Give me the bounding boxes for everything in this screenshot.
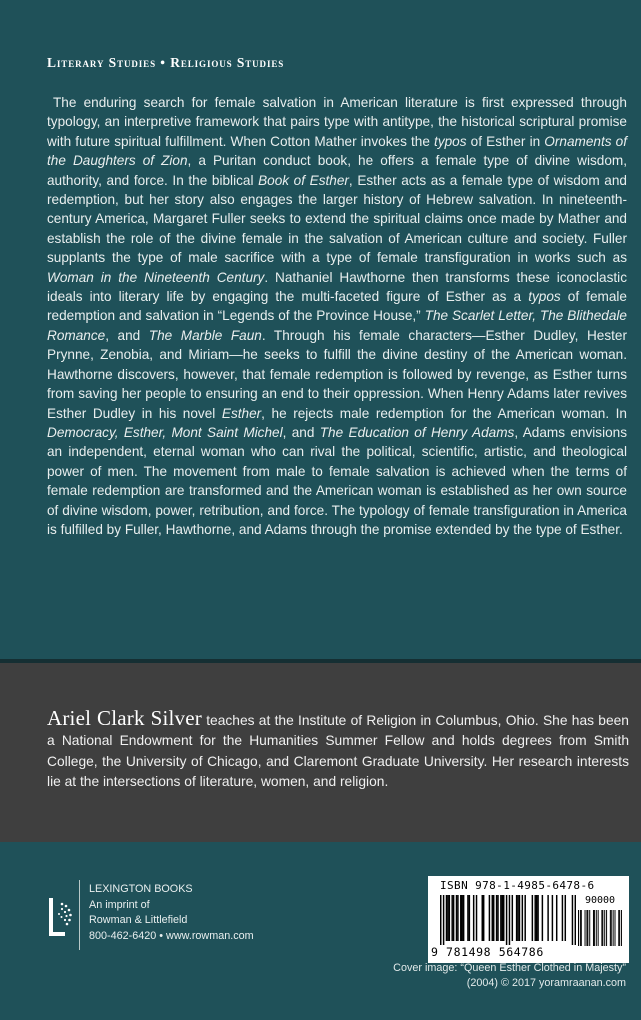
barcode-bar bbox=[503, 895, 504, 941]
barcode-bar bbox=[601, 910, 602, 946]
barcode-bar bbox=[594, 910, 595, 946]
category-secondary: Religious Studies bbox=[170, 55, 285, 70]
barcode-bar bbox=[516, 895, 517, 941]
blurb-text: . Through his female characters—Esther Dudley, Hester Prynne, Zenobia, and Miriam—he seeks to fulfill the divine destiny of the American woman. Hawthorne discovers, however, that female redemption is followed by revenge, as Esther turns from saving her people to ensuring an end to their oppression. When Henry Adams later revives Esther Dudley in his novel bbox=[47, 327, 627, 421]
barcode-bar bbox=[578, 910, 579, 946]
blurb-text: , and bbox=[105, 327, 149, 343]
blurb-italic-title: Woman in the Nineteenth Century bbox=[47, 269, 265, 285]
barcode-bar bbox=[482, 895, 483, 941]
barcode-bar bbox=[522, 895, 523, 941]
barcode-bar bbox=[556, 895, 557, 941]
barcode-bar bbox=[447, 895, 448, 941]
barcode-bar bbox=[497, 895, 498, 941]
blurb-text: , and bbox=[282, 424, 320, 440]
barcode-bar bbox=[562, 895, 563, 941]
barcode-bar bbox=[469, 895, 470, 941]
barcode-bar bbox=[473, 895, 474, 941]
barcode-bar bbox=[500, 895, 501, 941]
barcode-bar bbox=[460, 895, 461, 941]
barcode-bar bbox=[440, 895, 441, 945]
blurb-italic-title: Ornaments of the Daughters of Zion bbox=[47, 133, 628, 169]
blurb-italic-title: The Education of Henry Adams bbox=[319, 424, 515, 440]
blurb-text: The enduring search for female salvation in American literature is first expressed through typology, an interpretive framework that pairs type with antitype, the historical scriptural promise with future spiritual fulfillment. When Cotton Mather invokes the bbox=[47, 95, 627, 149]
barcode-bar bbox=[492, 895, 493, 941]
ean-digits: 9 781498 564786 bbox=[431, 945, 544, 959]
publisher-divider bbox=[79, 880, 80, 950]
barcode-bar bbox=[581, 910, 582, 946]
cover-credit-line1: Cover image: “Queen Esther Clothed in Majesty” bbox=[393, 962, 626, 974]
barcode-bar bbox=[524, 895, 525, 941]
barcode-bar bbox=[596, 910, 597, 946]
barcode-bar bbox=[586, 910, 587, 946]
barcode-bar bbox=[456, 895, 457, 941]
barcode-bar bbox=[602, 910, 603, 946]
barcode-bar bbox=[443, 895, 444, 945]
author-name: Ariel Clark Silver bbox=[47, 706, 202, 730]
publisher-info bbox=[89, 882, 254, 944]
lexington-logo-icon bbox=[47, 890, 73, 944]
barcode-bar bbox=[457, 895, 458, 941]
barcode-bar bbox=[509, 895, 510, 945]
barcode-bar bbox=[451, 895, 452, 941]
barcode-bar bbox=[449, 895, 450, 941]
cover-credit-line2: (2004) © 2017 yoramraanan.com bbox=[466, 977, 626, 989]
publisher-phone: 800-462-6420 bbox=[89, 929, 157, 942]
blurb-italic-title: Book of Esther bbox=[258, 172, 349, 188]
barcode-bar bbox=[552, 895, 553, 941]
blurb-italic-title: Esther bbox=[221, 405, 262, 421]
barcode-bar bbox=[496, 895, 497, 941]
barcode-bar bbox=[611, 910, 612, 946]
publisher-name: LEXINGTON BOOKS bbox=[89, 883, 193, 895]
barcode-bar bbox=[519, 895, 520, 941]
barcode-bar bbox=[467, 895, 468, 941]
barcode-bar bbox=[542, 895, 543, 941]
category-separator: • bbox=[160, 55, 166, 70]
publisher-block bbox=[47, 880, 307, 950]
category-label bbox=[47, 55, 284, 71]
barcode-bar bbox=[598, 910, 599, 946]
barcode-bar bbox=[532, 895, 533, 941]
price-barcode-bars bbox=[578, 910, 622, 946]
price-code: 90000 bbox=[584, 895, 616, 906]
barcode-bar bbox=[506, 895, 507, 945]
barcode-bar bbox=[575, 895, 576, 945]
blurb-text: , he rejects male redemption for the American woman. In bbox=[261, 405, 627, 421]
barcode-bar bbox=[619, 910, 620, 946]
ean-barcode-bars bbox=[440, 895, 576, 945]
barcode-bar bbox=[476, 895, 477, 941]
barcode-bar bbox=[580, 910, 581, 946]
blurb-italic-title: The Marble Faun bbox=[148, 327, 262, 343]
blurb-text: , Adams envisions an independent, eternal woman who can rival the political, scientific, artistic, and theological power of men. The movement from male to female salvation is achieved when the terms of female redemption are transformed and the American woman is established as her own source of divine wisdom, power, retribution, and force. The typology of female transfiguration in America is fulfilled by Fuller, Hawthorne, and Adams through the promise extended by the type of Esther. bbox=[47, 424, 628, 537]
author-bio bbox=[47, 708, 629, 793]
publisher-parent: Rowman & Littlefield bbox=[89, 914, 188, 927]
publisher-contact bbox=[89, 929, 254, 945]
barcode-bar bbox=[585, 910, 586, 946]
cover-credit bbox=[326, 961, 626, 991]
barcode-bar bbox=[493, 895, 494, 941]
barcode-bar bbox=[621, 910, 622, 946]
blurb-text: of female redemption and salvation in “Legends of the Province House,” bbox=[47, 289, 627, 324]
barcode-bar bbox=[610, 910, 611, 946]
author-bio-text: teaches at the Institute of Religion in Columbus, Ohio. She has been a National Endowment for the Humanities Summer Fellow and holds degrees from Smith College, the University of Chicago, and Claremont Graduate University. Her research interests lie at the intersections of literature, women, and religion. bbox=[47, 713, 629, 790]
isbn-label: ISBN 978-1-4985-6478-6 bbox=[440, 879, 595, 892]
blurb-italic-title: Democracy, Esther, Mont Saint Michel bbox=[47, 424, 283, 440]
barcode-bar bbox=[615, 910, 616, 946]
category-primary: Literary Studies bbox=[47, 55, 156, 70]
barcode-bar bbox=[461, 895, 462, 941]
barcode-bar bbox=[572, 895, 573, 945]
barcode-bar bbox=[587, 910, 588, 946]
barcode-bar bbox=[512, 895, 513, 941]
book-description bbox=[47, 93, 627, 539]
barcode-bar bbox=[536, 895, 537, 941]
isbn-barcode bbox=[428, 876, 629, 963]
blurb-italic-title: typos bbox=[528, 289, 561, 305]
barcode-bar bbox=[463, 895, 464, 941]
barcode-bar bbox=[446, 895, 447, 941]
barcode-bar bbox=[534, 895, 535, 941]
barcode-bar bbox=[517, 895, 518, 941]
barcode-bar bbox=[565, 895, 566, 941]
blurb-text: , Esther acts as a female type of wisdom and redemption, but her story also engages the larger history of Hebrew salvation. In nineteenth-century America, Margaret Fuller seeks to extend the spiritual claims once made by Mather and establish the role of the divine female in the salvation of American culture and society. Fuller supplants the type of male sacrifice with a type of female transfiguration in works such as bbox=[47, 172, 627, 266]
barcode-bar bbox=[489, 895, 490, 941]
barcode-bar bbox=[618, 910, 619, 946]
blurb-text: , a Puritan conduct book, he offers a female type of divine wisdom, authority, and force. In the biblical bbox=[47, 153, 628, 188]
barcode-bar bbox=[547, 895, 548, 941]
barcode-bar bbox=[593, 910, 594, 946]
publisher-bullet: • bbox=[159, 929, 164, 942]
blurb-italic-title: typos bbox=[434, 133, 467, 149]
blurb-text: of Esther in bbox=[466, 133, 545, 149]
barcode-bar bbox=[589, 910, 590, 946]
blurb-text: . Nathaniel Hawthorne then transforms these iconoclastic ideals into literary life by engaging the multi-faceted figure of Esther as a bbox=[47, 269, 627, 305]
barcode-bar bbox=[606, 910, 607, 946]
blurb-italic-title: The Scarlet Letter, The Blithedale Romance bbox=[47, 308, 627, 343]
barcode-bar bbox=[604, 910, 605, 946]
publisher-imprint-line: An imprint of bbox=[89, 898, 150, 911]
barcode-bar bbox=[613, 910, 614, 946]
barcode-bar bbox=[483, 895, 484, 941]
barcode-bar bbox=[537, 895, 538, 941]
barcode-bar bbox=[502, 895, 503, 941]
publisher-website[interactable]: www.rowman.com bbox=[166, 929, 254, 942]
barcode-bar bbox=[453, 895, 454, 941]
